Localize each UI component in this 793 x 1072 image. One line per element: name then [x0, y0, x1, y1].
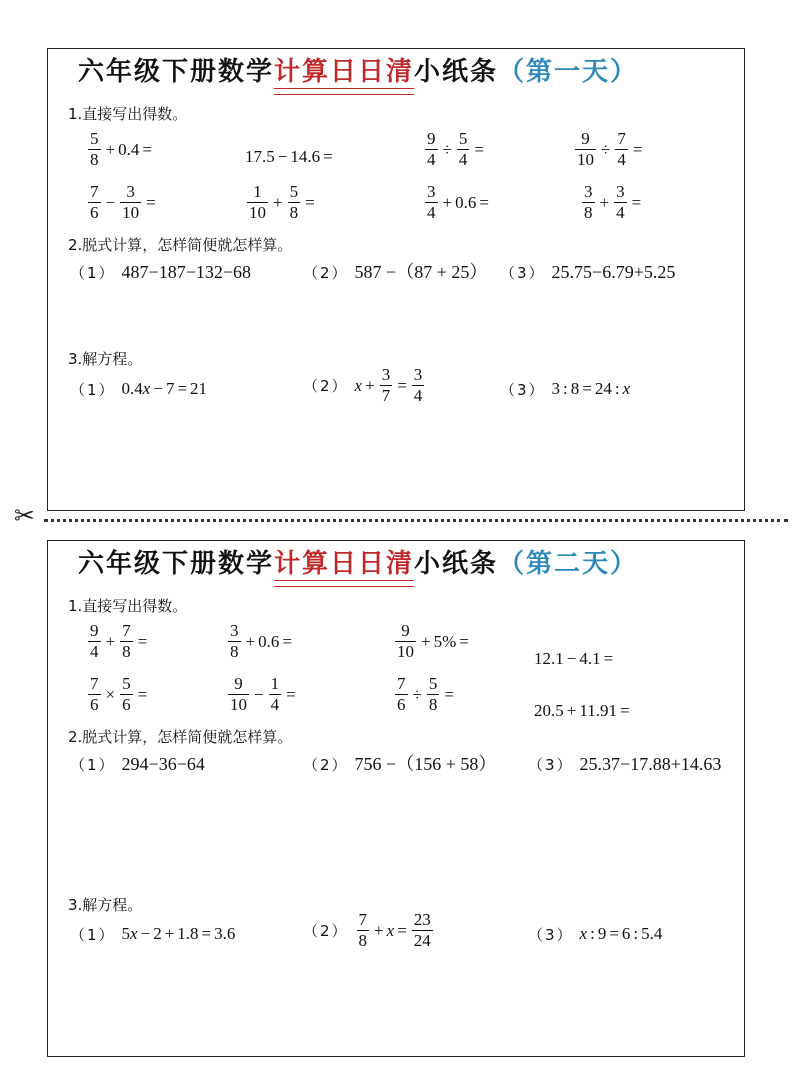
mental-problem: $\frac{5}{8}$ + 0.4 =: [90, 129, 152, 169]
mental-problem: $\frac{7}{6}$ − $\frac{3}{10}$ =: [90, 182, 156, 222]
section2-heading: 2.脱式计算，怎样简便就怎样算。: [68, 236, 293, 254]
section1-heading: 1.直接写出得数。: [68, 597, 188, 615]
scissors-icon: ✂: [14, 501, 35, 530]
mental-problem: $\frac{9}{10}$ ÷ $\frac{7}{4}$ =: [577, 129, 643, 169]
mental-problem: $\frac{9}{10}$ − $\frac{1}{4}$ =: [230, 674, 296, 714]
mental-problem: $\frac{1}{10}$ + $\frac{5}{8}$ =: [249, 182, 315, 222]
section3-heading: 3.解方程。: [68, 350, 143, 368]
equation-problem: （2） x + $\frac{3}{7}$ = $\frac{3}{4}$: [303, 365, 423, 405]
practice-card-day1: [47, 48, 745, 511]
mental-problem: $\frac{7}{6}$ ÷ $\frac{5}{8}$ =: [397, 674, 454, 714]
mental-problem: 20.5 + 11.91 =: [534, 701, 630, 720]
equation-problem: （2） $\frac{7}{8}$ + x = $\frac{23}{24}$: [303, 910, 431, 950]
practice-card-day2: [47, 540, 745, 1057]
calc-problem: （2） 756 −（156 + 58）: [303, 754, 497, 774]
equation-problem: （1） 0.4 x − 7 = 21: [70, 379, 208, 399]
equation-problem: （1） 5 x − 2 + 1.8 = 3.6: [70, 924, 236, 944]
mental-problem: 17.5 − 14.6 =: [245, 147, 333, 166]
section3-heading: 3.解方程。: [68, 896, 143, 914]
calc-problem: （1） 294−36−64: [70, 754, 205, 774]
calc-problem: （1） 487−187−132−68: [70, 262, 252, 282]
mental-problem: $\frac{9}{4}$ ÷ $\frac{5}{4}$ =: [427, 129, 484, 169]
card-title: 六年级下册数学计算日日清小纸条（第一天）: [78, 57, 639, 87]
cut-line: [44, 519, 788, 522]
calc-problem: （3） 25.37−17.88+14.63: [528, 754, 722, 774]
mental-problem: $\frac{7}{6}$ × $\frac{5}{6}$ =: [90, 674, 148, 714]
section1-heading: 1.直接写出得数。: [68, 105, 188, 123]
section2-heading: 2.脱式计算，怎样简便就怎样算。: [68, 728, 293, 746]
mental-problem: $\frac{3}{8}$ + 0.6 =: [230, 621, 292, 661]
mental-problem: $\frac{9}{10}$ + 5% =: [397, 621, 469, 661]
mental-problem: $\frac{3}{4}$ + 0.6 =: [427, 182, 489, 222]
calc-problem: （3） 25.75−6.79+5.25: [500, 262, 676, 282]
equation-problem: （3） x : 9 = 6 : 5.4: [528, 924, 663, 944]
card-title: 六年级下册数学计算日日清小纸条（第二天）: [78, 549, 639, 579]
mental-problem: $\frac{3}{8}$ + $\frac{3}{4}$ =: [584, 182, 642, 222]
equation-problem: （3） 3 : 8 = 24 : x: [500, 379, 631, 399]
mental-problem: $\frac{9}{4}$ + $\frac{7}{8}$ =: [90, 621, 148, 661]
calc-problem: （2） 587 −（87 + 25）: [303, 262, 488, 282]
mental-problem: 12.1 − 4.1 =: [534, 649, 614, 668]
